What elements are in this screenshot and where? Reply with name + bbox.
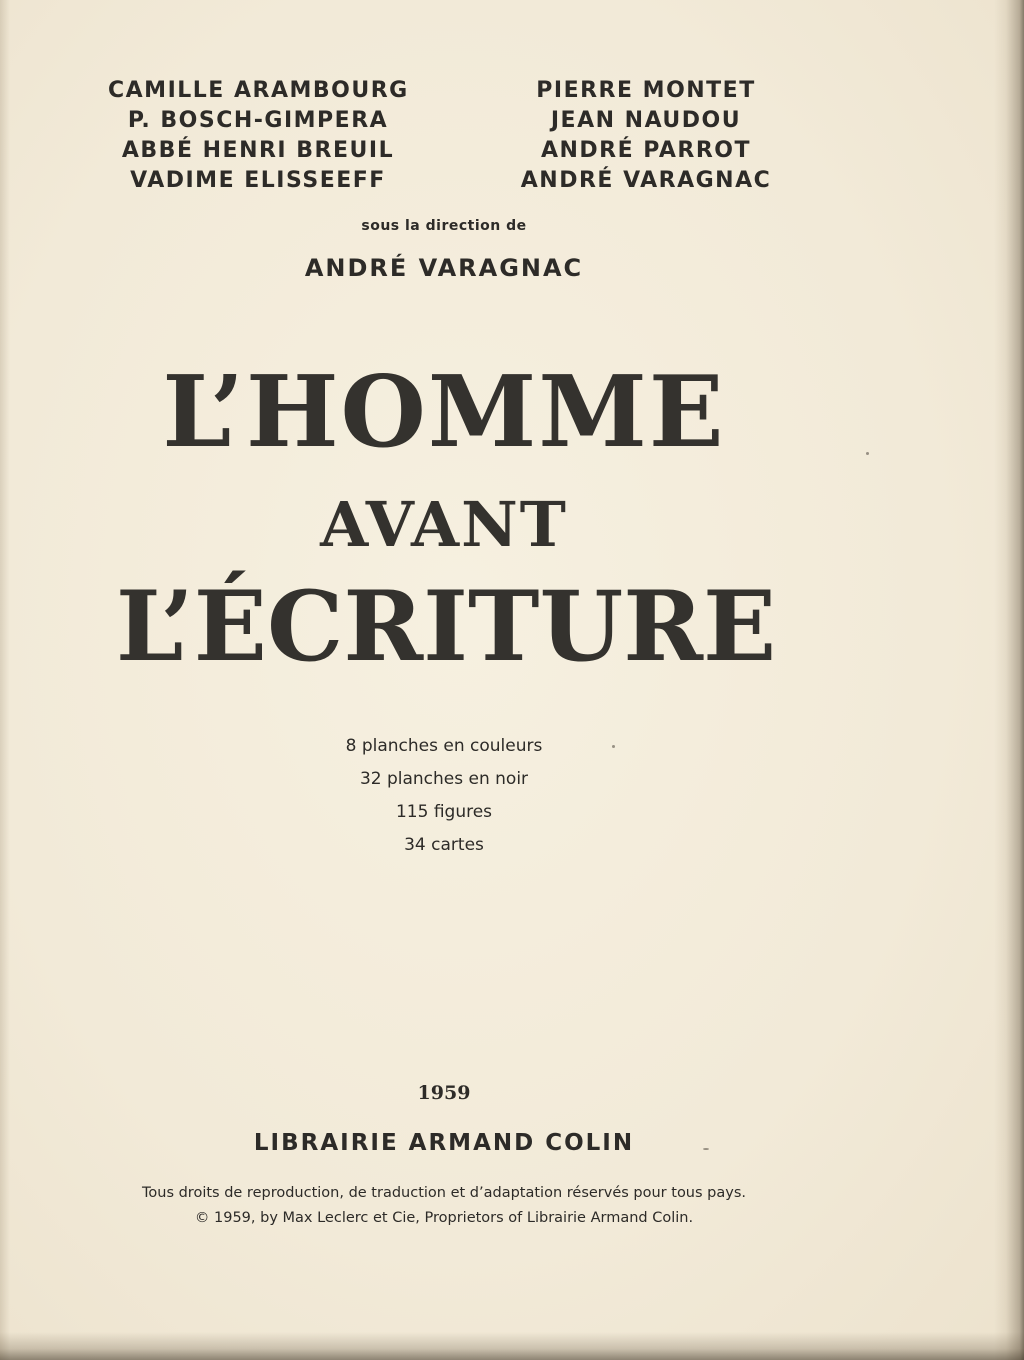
title-line-3: L’ÉCRITURE [115,570,777,683]
director-name: ANDRÉ VARAGNAC [304,254,584,282]
author-name: PIERRE MONTET [536,78,756,103]
contents-list [0,730,888,862]
title-line-2: AVANT [320,488,568,561]
paper-speck [703,1148,709,1150]
copyright-line: © 1959, by Max Leclerc et Cie, Proprietors of Librairie Armand Colin. [194,1210,694,1226]
rights-line-1: Tous droits de reproduction, de traduction et d’adaptation réservés pour tous pays. [141,1185,746,1201]
contents-item: 115 figures [395,802,493,822]
authors-right-column [512,76,780,196]
direction-label: sous la direction de [361,218,527,234]
rights-notice [0,1181,888,1231]
page-edge-bottom [0,1332,1024,1360]
contents-item: 34 cartes [404,835,484,855]
title-line-1: L’HOMME [162,355,726,470]
author-name: ABBÉ HENRI BREUIL [121,138,395,163]
contents-item: 32 planches en noir [359,769,529,789]
author-name: JEAN NAUDOU [550,108,742,133]
author-name: ANDRÉ PARROT [540,138,752,163]
paper-speck [866,452,869,455]
author-name: CAMILLE ARAMBOURG [108,78,409,103]
author-name: VADIME ELISSEEFF [130,168,386,193]
author-name: ANDRÉ VARAGNAC [520,168,772,193]
author-name: P. BOSCH-GIMPERA [127,108,389,133]
page-edge-left [0,0,10,1360]
publication-year: 1959 [417,1082,471,1104]
publisher-name: LIBRAIRIE ARMAND COLIN [253,1130,635,1156]
paper-speck [612,745,615,748]
authors-left-column [108,76,408,196]
page-edge-right [994,0,1024,1360]
contents-item: 8 planches en couleurs [345,736,543,756]
